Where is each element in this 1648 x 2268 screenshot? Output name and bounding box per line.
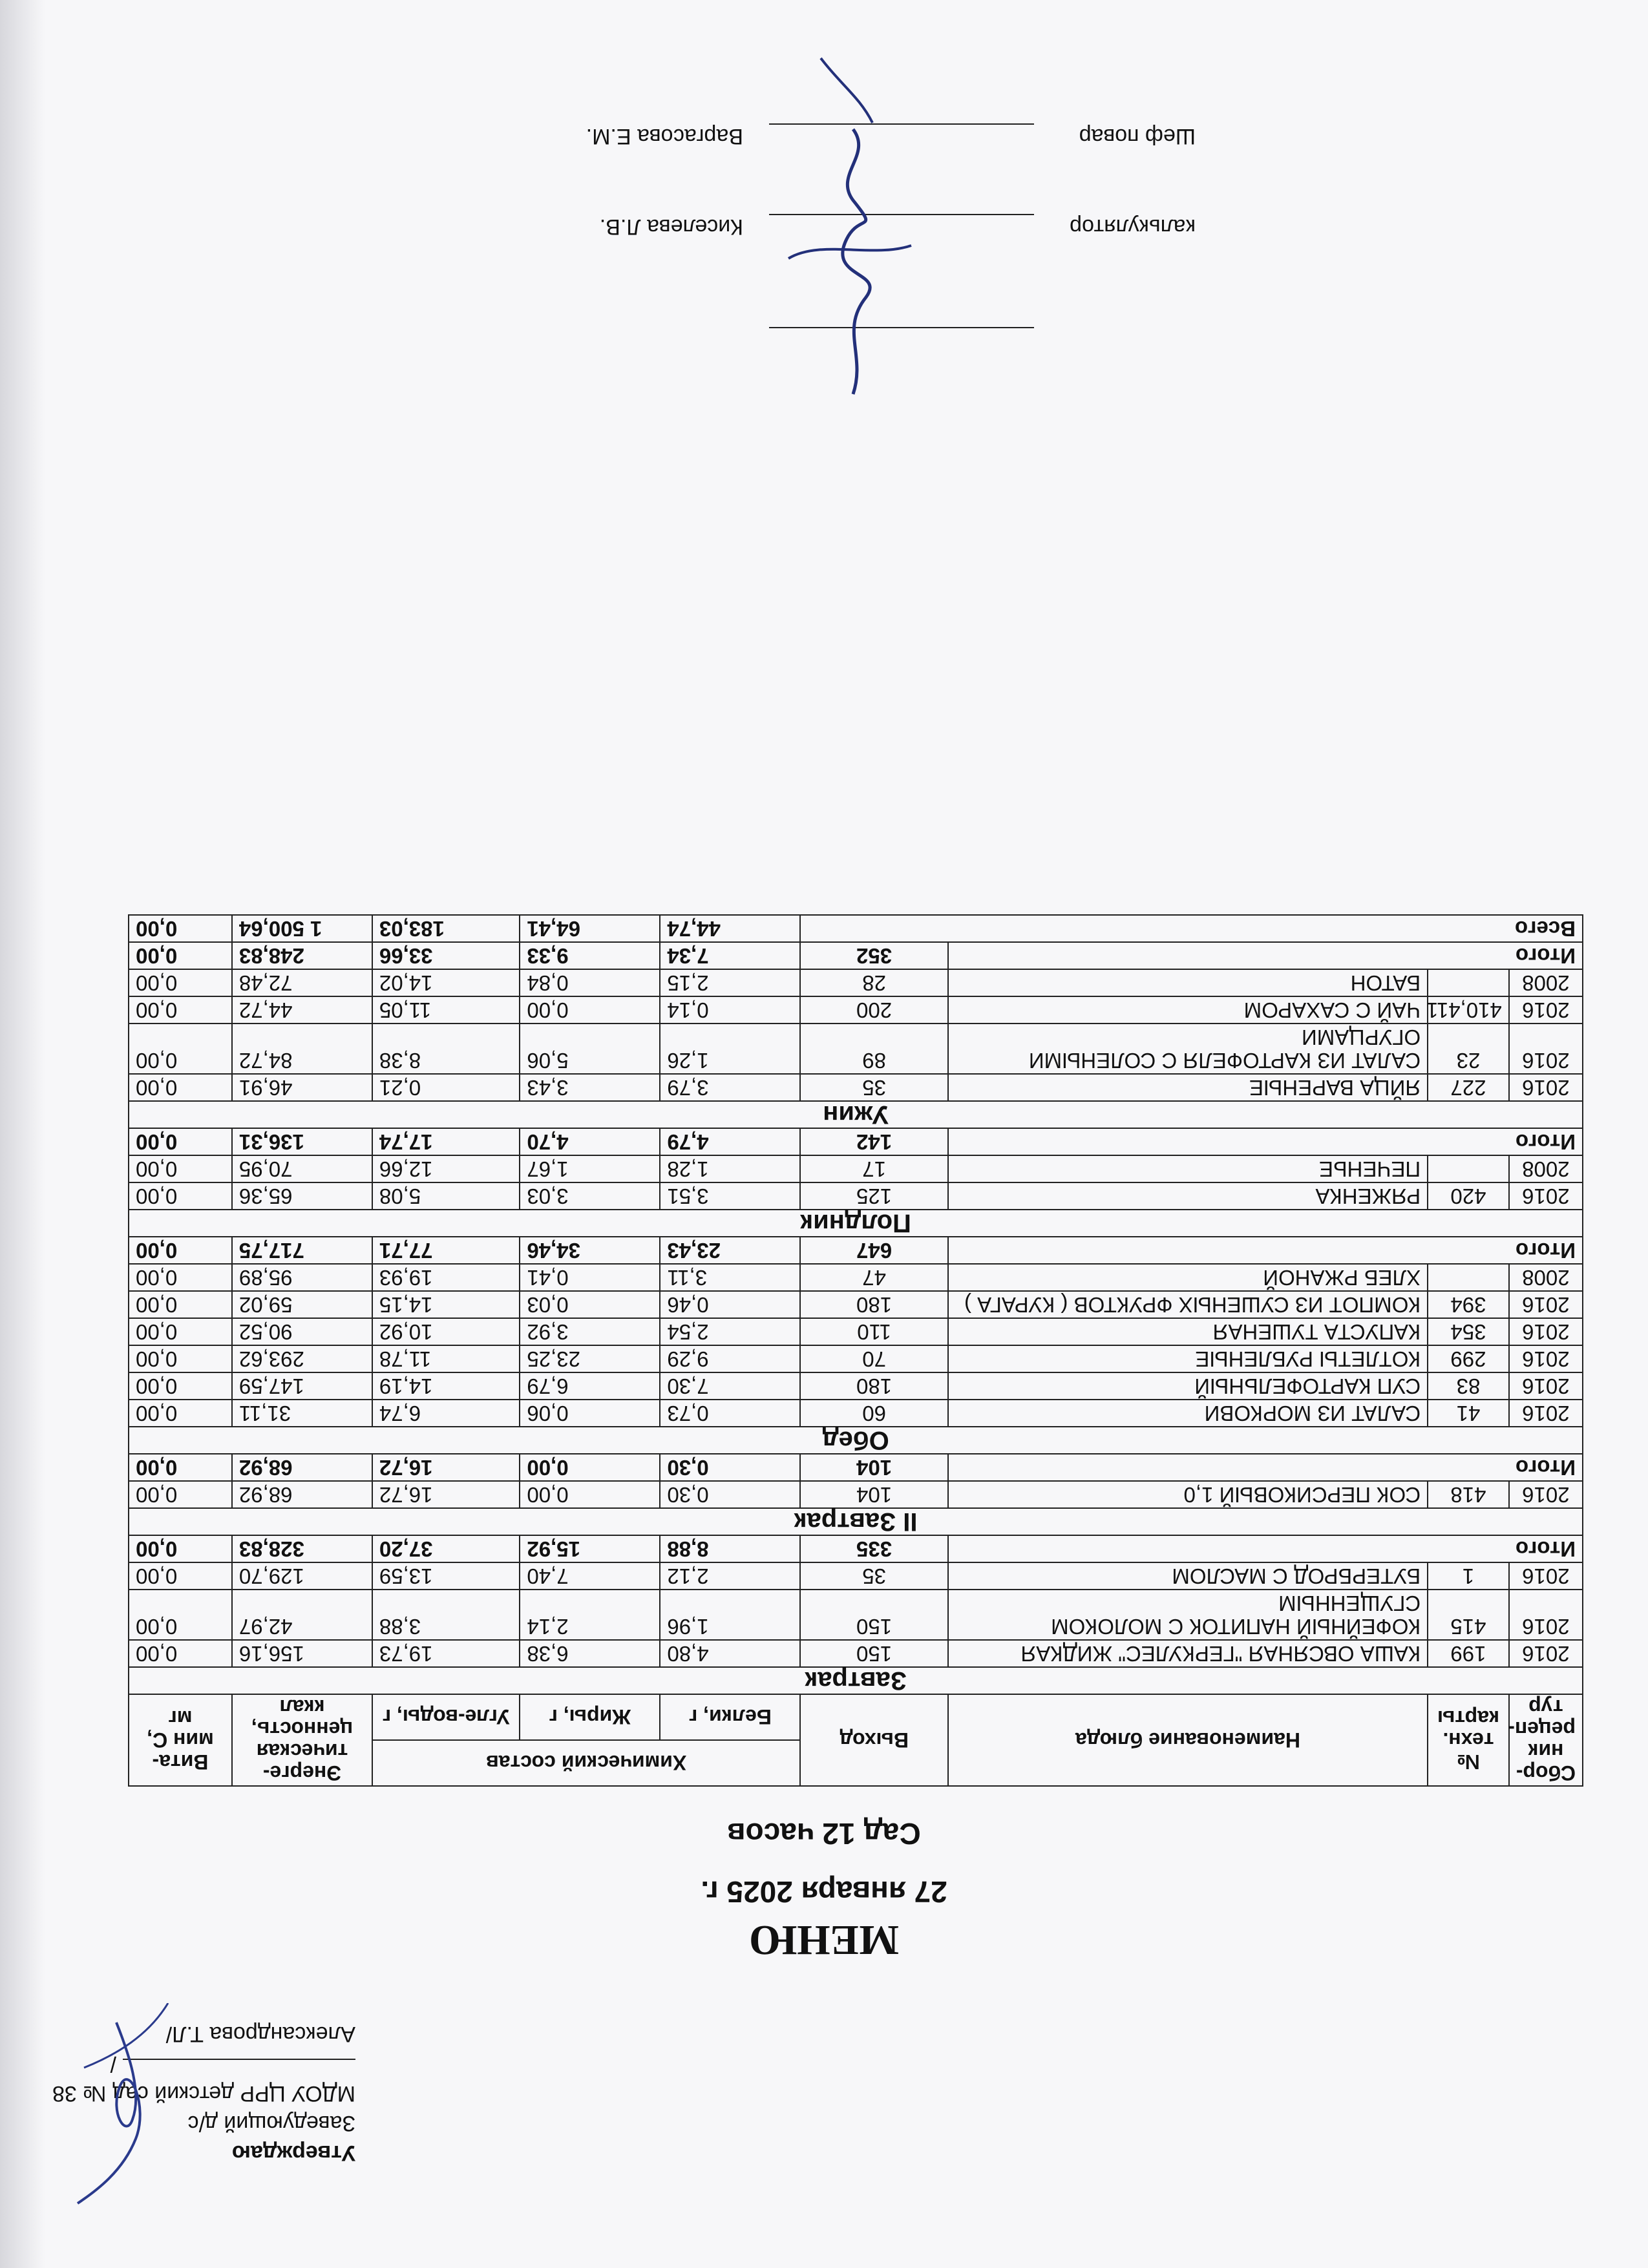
cell-carbs: 3,88 [372, 1590, 520, 1640]
cell-energy: 46,91 [232, 1074, 372, 1101]
cell-protein: 3,51 [660, 1182, 800, 1210]
table-row [129, 1074, 1583, 1101]
total-vitc: 0,00 [129, 942, 232, 969]
table-header-row [129, 1740, 1583, 1786]
cell-fat: 23,25 [520, 1345, 660, 1372]
approval-signature-ink [52, 2003, 207, 2216]
cell-dish-name: ЯЙЦА ВАРЕНЫЕ [948, 1074, 1428, 1101]
total-label: Итого [948, 1128, 1583, 1155]
header-energy: Энерге-тическая ценность, ккал [232, 1694, 372, 1786]
total-energy: 248,83 [232, 942, 372, 969]
total-row [129, 1128, 1583, 1155]
cell-dish-name: СУП КАРТОФЕЛЬНЫЙ [948, 1372, 1428, 1400]
total-label: Итого [948, 1454, 1583, 1481]
header-vitc: Вита-мин С, мг [129, 1694, 232, 1786]
cell-card [1428, 1264, 1509, 1291]
cell-protein: 9,29 [660, 1345, 800, 1372]
table-row [129, 1372, 1583, 1400]
total-label: Итого [948, 1237, 1583, 1264]
section-title: Полдник [129, 1210, 1583, 1237]
cell-yield: 104 [800, 1481, 947, 1508]
total-protein: 8,88 [660, 1535, 800, 1562]
cell-yield: 35 [800, 1562, 947, 1590]
cell-collection: 2016 [1509, 996, 1583, 1024]
cell-vitc: 0,00 [129, 1024, 232, 1074]
section-header-row [129, 1508, 1583, 1535]
cell-protein: 2,15 [660, 969, 800, 996]
grand-total-vitc: 0,00 [129, 915, 232, 942]
cell-collection: 2016 [1509, 1640, 1583, 1667]
cell-energy: 59,02 [232, 1291, 372, 1318]
total-fat: 4,70 [520, 1128, 660, 1155]
cell-card: 227 [1428, 1074, 1509, 1101]
cell-fat: 0,03 [520, 1291, 660, 1318]
cell-carbs: 10,92 [372, 1318, 520, 1345]
header-carbs: Угле-воды, г [372, 1694, 520, 1740]
section-title: Завтрак [129, 1667, 1583, 1694]
table-row [129, 1590, 1583, 1640]
cell-fat: 3,92 [520, 1318, 660, 1345]
cell-yield: 180 [800, 1291, 947, 1318]
cell-collection: 2016 [1509, 1345, 1583, 1372]
total-carbs: 37,20 [372, 1535, 520, 1562]
cell-vitc: 0,00 [129, 1640, 232, 1667]
cell-vitc: 0,00 [129, 969, 232, 996]
cell-protein: 3,79 [660, 1074, 800, 1101]
cell-yield: 180 [800, 1372, 947, 1400]
cell-protein: 0,14 [660, 996, 800, 1024]
cell-yield: 150 [800, 1640, 947, 1667]
cell-fat: 0,41 [520, 1264, 660, 1291]
cell-card: 394 [1428, 1291, 1509, 1318]
header-chem: Химический состав [372, 1740, 800, 1786]
cell-protein: 0,30 [660, 1481, 800, 1508]
page-title: МЕНЮ [749, 1916, 899, 1964]
cell-carbs: 12,66 [372, 1155, 520, 1182]
approval-signer-name: /Александрова Т.Л/ [110, 2022, 355, 2076]
total-row [129, 942, 1583, 969]
cell-energy: 68,92 [232, 1481, 372, 1508]
grand-total-row [129, 915, 1583, 942]
section-header-row [129, 1210, 1583, 1237]
signature-role-chef: Шеф повар [1079, 124, 1196, 149]
cell-fat: 5,06 [520, 1024, 660, 1074]
total-label: Итого [948, 942, 1583, 969]
cell-fat: 0,00 [520, 1481, 660, 1508]
cell-protein: 2,54 [660, 1318, 800, 1345]
cell-fat: 7,40 [520, 1562, 660, 1590]
table-row [129, 1640, 1583, 1667]
cell-protein: 2,12 [660, 1562, 800, 1590]
cell-yield: 150 [800, 1590, 947, 1640]
table-row [129, 1291, 1583, 1318]
total-energy: 68,92 [232, 1454, 372, 1481]
table-row [129, 1481, 1583, 1508]
cell-carbs: 8,38 [372, 1024, 520, 1074]
cell-collection: 2016 [1509, 1400, 1583, 1427]
cell-yield: 200 [800, 996, 947, 1024]
header-yield: Выход [800, 1694, 947, 1786]
signature-role-calculator: калькулятор [1070, 215, 1196, 239]
cell-protein: 0,73 [660, 1400, 800, 1427]
staff-signature-ink [756, 45, 950, 407]
cell-dish-name: ХЛЕБ РЖАНОЙ [948, 1264, 1428, 1291]
cell-card [1428, 969, 1509, 996]
cell-collection: 2016 [1509, 1372, 1583, 1400]
cell-carbs: 19,93 [372, 1264, 520, 1291]
cell-carbs: 0,21 [372, 1074, 520, 1101]
cell-vitc: 0,00 [129, 1481, 232, 1508]
cell-vitc: 0,00 [129, 1264, 232, 1291]
cell-carbs: 6,74 [372, 1400, 520, 1427]
grand-total-fat: 64,41 [520, 915, 660, 942]
cell-carbs: 16,72 [372, 1481, 520, 1508]
cell-card: 1 [1428, 1562, 1509, 1590]
cell-card: 415 [1428, 1590, 1509, 1640]
cell-vitc: 0,00 [129, 1182, 232, 1210]
total-yield: 352 [800, 942, 947, 969]
total-carbs: 33,66 [372, 942, 520, 969]
total-label: Итого [948, 1535, 1583, 1562]
cell-fat: 0,84 [520, 969, 660, 996]
cell-fat: 6,38 [520, 1640, 660, 1667]
section-title: Ужин [129, 1101, 1583, 1128]
cell-energy: 42,97 [232, 1590, 372, 1640]
table-row [129, 996, 1583, 1024]
cell-energy: 65,36 [232, 1182, 372, 1210]
cell-fat: 3,03 [520, 1182, 660, 1210]
cell-carbs: 11,78 [372, 1345, 520, 1372]
total-protein: 0,30 [660, 1454, 800, 1481]
cell-card: 83 [1428, 1372, 1509, 1400]
total-energy: 328,83 [232, 1535, 372, 1562]
section-title: Обед [129, 1427, 1583, 1454]
cell-vitc: 0,00 [129, 1590, 232, 1640]
cell-protein: 3,11 [660, 1264, 800, 1291]
cell-energy: 95,89 [232, 1264, 372, 1291]
cell-fat: 2,14 [520, 1590, 660, 1640]
header-collection: Сбор-ник рецеп-тур [1509, 1694, 1583, 1786]
table-row [129, 1400, 1583, 1427]
cell-energy: 31,11 [232, 1400, 372, 1427]
cell-yield: 89 [800, 1024, 947, 1074]
total-protein: 7,34 [660, 942, 800, 969]
cell-collection: 2016 [1509, 1074, 1583, 1101]
total-row [129, 1535, 1583, 1562]
cell-carbs: 14,15 [372, 1291, 520, 1318]
total-energy: 136,31 [232, 1128, 372, 1155]
cell-fat: 6,79 [520, 1372, 660, 1400]
total-fat: 34,46 [520, 1237, 660, 1264]
cell-yield: 70 [800, 1345, 947, 1372]
cell-dish-name: БАТОН [948, 969, 1428, 996]
header-protein: Белки, г [660, 1694, 800, 1740]
approval-organization: МДОУ ЦРР детский сад № 38 [52, 2081, 355, 2106]
cell-vitc: 0,00 [129, 1291, 232, 1318]
cell-card: 299 [1428, 1345, 1509, 1372]
cell-dish-name: СОК ПЕРСИКОВЫЙ 1,0 [948, 1481, 1428, 1508]
cell-fat: 3,43 [520, 1074, 660, 1101]
cell-vitc: 0,00 [129, 1372, 232, 1400]
cell-fat: 0,00 [520, 996, 660, 1024]
cell-protein: 1,28 [660, 1155, 800, 1182]
approval-title: Утверждаю [231, 2141, 355, 2165]
cell-collection: 2008 [1509, 1264, 1583, 1291]
total-carbs: 16,72 [372, 1454, 520, 1481]
cell-carbs: 5,08 [372, 1182, 520, 1210]
total-carbs: 17,74 [372, 1128, 520, 1155]
cell-dish-name: РЯЖЕНКА [948, 1182, 1428, 1210]
cell-dish-name: КОФЕЙНЫЙ НАПИТОК С МОЛОКОМ СГУЩЕННЫМ [948, 1590, 1428, 1640]
cell-dish-name: САЛАТ ИЗ КАРТОФЕЛЯ С СОЛЕНЫМИ ОГУРЦАМИ [948, 1024, 1428, 1074]
approval-position: Заведующий д/с [187, 2111, 355, 2136]
table-row [129, 1562, 1583, 1590]
menu-date: 27 января 2025 г. [701, 1875, 947, 1909]
section-header-row [129, 1667, 1583, 1694]
cell-collection: 2016 [1509, 1562, 1583, 1590]
cell-card: 354 [1428, 1318, 1509, 1345]
total-protein: 4,79 [660, 1128, 800, 1155]
cell-protein: 7,30 [660, 1372, 800, 1400]
signature-name-calculator: Киселева Л.В. [599, 215, 743, 239]
total-row [129, 1237, 1583, 1264]
total-yield: 142 [800, 1128, 947, 1155]
menu-table [128, 914, 1583, 1787]
section-title: II Завтрак [129, 1508, 1583, 1535]
cell-vitc: 0,00 [129, 1155, 232, 1182]
cell-collection: 2016 [1509, 1590, 1583, 1640]
cell-fat: 0,06 [520, 1400, 660, 1427]
table-row [129, 1024, 1583, 1074]
cell-dish-name: КОМПОТ ИЗ СУШЕНЫХ ФРУКТОВ ( КУРАГА ) [948, 1291, 1428, 1318]
total-protein: 23,43 [660, 1237, 800, 1264]
cell-vitc: 0,00 [129, 1562, 232, 1590]
grand-total-label: Всего [800, 915, 1583, 942]
cell-protein: 0,46 [660, 1291, 800, 1318]
cell-yield: 35 [800, 1074, 947, 1101]
grand-total-protein: 44,74 [660, 915, 800, 942]
cell-energy: 129,70 [232, 1562, 372, 1590]
total-vitc: 0,00 [129, 1535, 232, 1562]
cell-yield: 110 [800, 1318, 947, 1345]
total-vitc: 0,00 [129, 1128, 232, 1155]
total-fat: 15,92 [520, 1535, 660, 1562]
cell-collection: 2008 [1509, 969, 1583, 996]
total-row [129, 1454, 1583, 1481]
cell-carbs: 14,19 [372, 1372, 520, 1400]
total-vitc: 0,00 [129, 1454, 232, 1481]
signature-name-chef: Варгасова Е.М. [586, 124, 743, 149]
cell-card: 420 [1428, 1182, 1509, 1210]
total-yield: 104 [800, 1454, 947, 1481]
cell-card: 41 [1428, 1400, 1509, 1427]
menu-subtitle: Сад 12 часов [727, 1817, 921, 1851]
cell-card: 199 [1428, 1640, 1509, 1667]
cell-energy: 147,59 [232, 1372, 372, 1400]
cell-energy: 293,62 [232, 1345, 372, 1372]
cell-card: 418 [1428, 1481, 1509, 1508]
cell-yield: 125 [800, 1182, 947, 1210]
cell-energy: 156,16 [232, 1640, 372, 1667]
cell-vitc: 0,00 [129, 1074, 232, 1101]
cell-energy: 84,72 [232, 1024, 372, 1074]
total-yield: 647 [800, 1237, 947, 1264]
cell-dish-name: ЧАЙ С САХАРОМ [948, 996, 1428, 1024]
header-name: Наименование блюда [948, 1694, 1428, 1786]
cell-protein: 1,96 [660, 1590, 800, 1640]
cell-vitc: 0,00 [129, 1318, 232, 1345]
total-fat: 0,00 [520, 1454, 660, 1481]
cell-protein: 1,26 [660, 1024, 800, 1074]
cell-collection: 2008 [1509, 1155, 1583, 1182]
cell-carbs: 13,59 [372, 1562, 520, 1590]
cell-dish-name: ПЕЧЕНЬЕ [948, 1155, 1428, 1182]
cell-dish-name: КОТЛЕТЫ РУБЛЕНЫЕ [948, 1345, 1428, 1372]
total-fat: 9,33 [520, 942, 660, 969]
section-header-row [129, 1101, 1583, 1128]
cell-energy: 44,72 [232, 996, 372, 1024]
cell-dish-name: КАША ОВСЯНАЯ "ГЕРКУЛЕС" ЖИДКАЯ [948, 1640, 1428, 1667]
cell-vitc: 0,00 [129, 1400, 232, 1427]
grand-total-energy: 1 500,64 [232, 915, 372, 942]
cell-vitc: 0,00 [129, 996, 232, 1024]
total-carbs: 77,71 [372, 1237, 520, 1264]
cell-energy: 90,52 [232, 1318, 372, 1345]
cell-card [1428, 1155, 1509, 1182]
table-row [129, 1345, 1583, 1372]
table-row [129, 969, 1583, 996]
cell-yield: 47 [800, 1264, 947, 1291]
cell-card: 410,411 [1428, 996, 1509, 1024]
table-row [129, 1318, 1583, 1345]
cell-collection: 2016 [1509, 1481, 1583, 1508]
total-vitc: 0,00 [129, 1237, 232, 1264]
cell-vitc: 0,00 [129, 1345, 232, 1372]
cell-fat: 1,67 [520, 1155, 660, 1182]
cell-dish-name: КАПУСТА ТУШЕНАЯ [948, 1318, 1428, 1345]
header-card: № техн. карты [1428, 1694, 1509, 1786]
cell-card: 23 [1428, 1024, 1509, 1074]
cell-collection: 2016 [1509, 1318, 1583, 1345]
cell-carbs: 14,02 [372, 969, 520, 996]
cell-dish-name: БУТЕРБРОД С МАСЛОМ [948, 1562, 1428, 1590]
cell-protein: 4,80 [660, 1640, 800, 1667]
cell-carbs: 19,73 [372, 1640, 520, 1667]
table-row [129, 1182, 1583, 1210]
grand-total-carbs: 183,03 [372, 915, 520, 942]
cell-yield: 17 [800, 1155, 947, 1182]
header-fat: Жиры, г [520, 1694, 660, 1740]
menu-table-body [129, 915, 1583, 1694]
cell-energy: 70,95 [232, 1155, 372, 1182]
cell-collection: 2016 [1509, 1024, 1583, 1074]
cell-dish-name: САЛАТ ИЗ МОРКОВИ [948, 1400, 1428, 1427]
cell-collection: 2016 [1509, 1291, 1583, 1318]
table-row [129, 1155, 1583, 1182]
cell-energy: 72,48 [232, 969, 372, 996]
cell-yield: 28 [800, 969, 947, 996]
total-energy: 717,75 [232, 1237, 372, 1264]
cell-yield: 60 [800, 1400, 947, 1427]
cell-collection: 2016 [1509, 1182, 1583, 1210]
cell-carbs: 11,05 [372, 996, 520, 1024]
table-row [129, 1264, 1583, 1291]
total-yield: 335 [800, 1535, 947, 1562]
section-header-row [129, 1427, 1583, 1454]
